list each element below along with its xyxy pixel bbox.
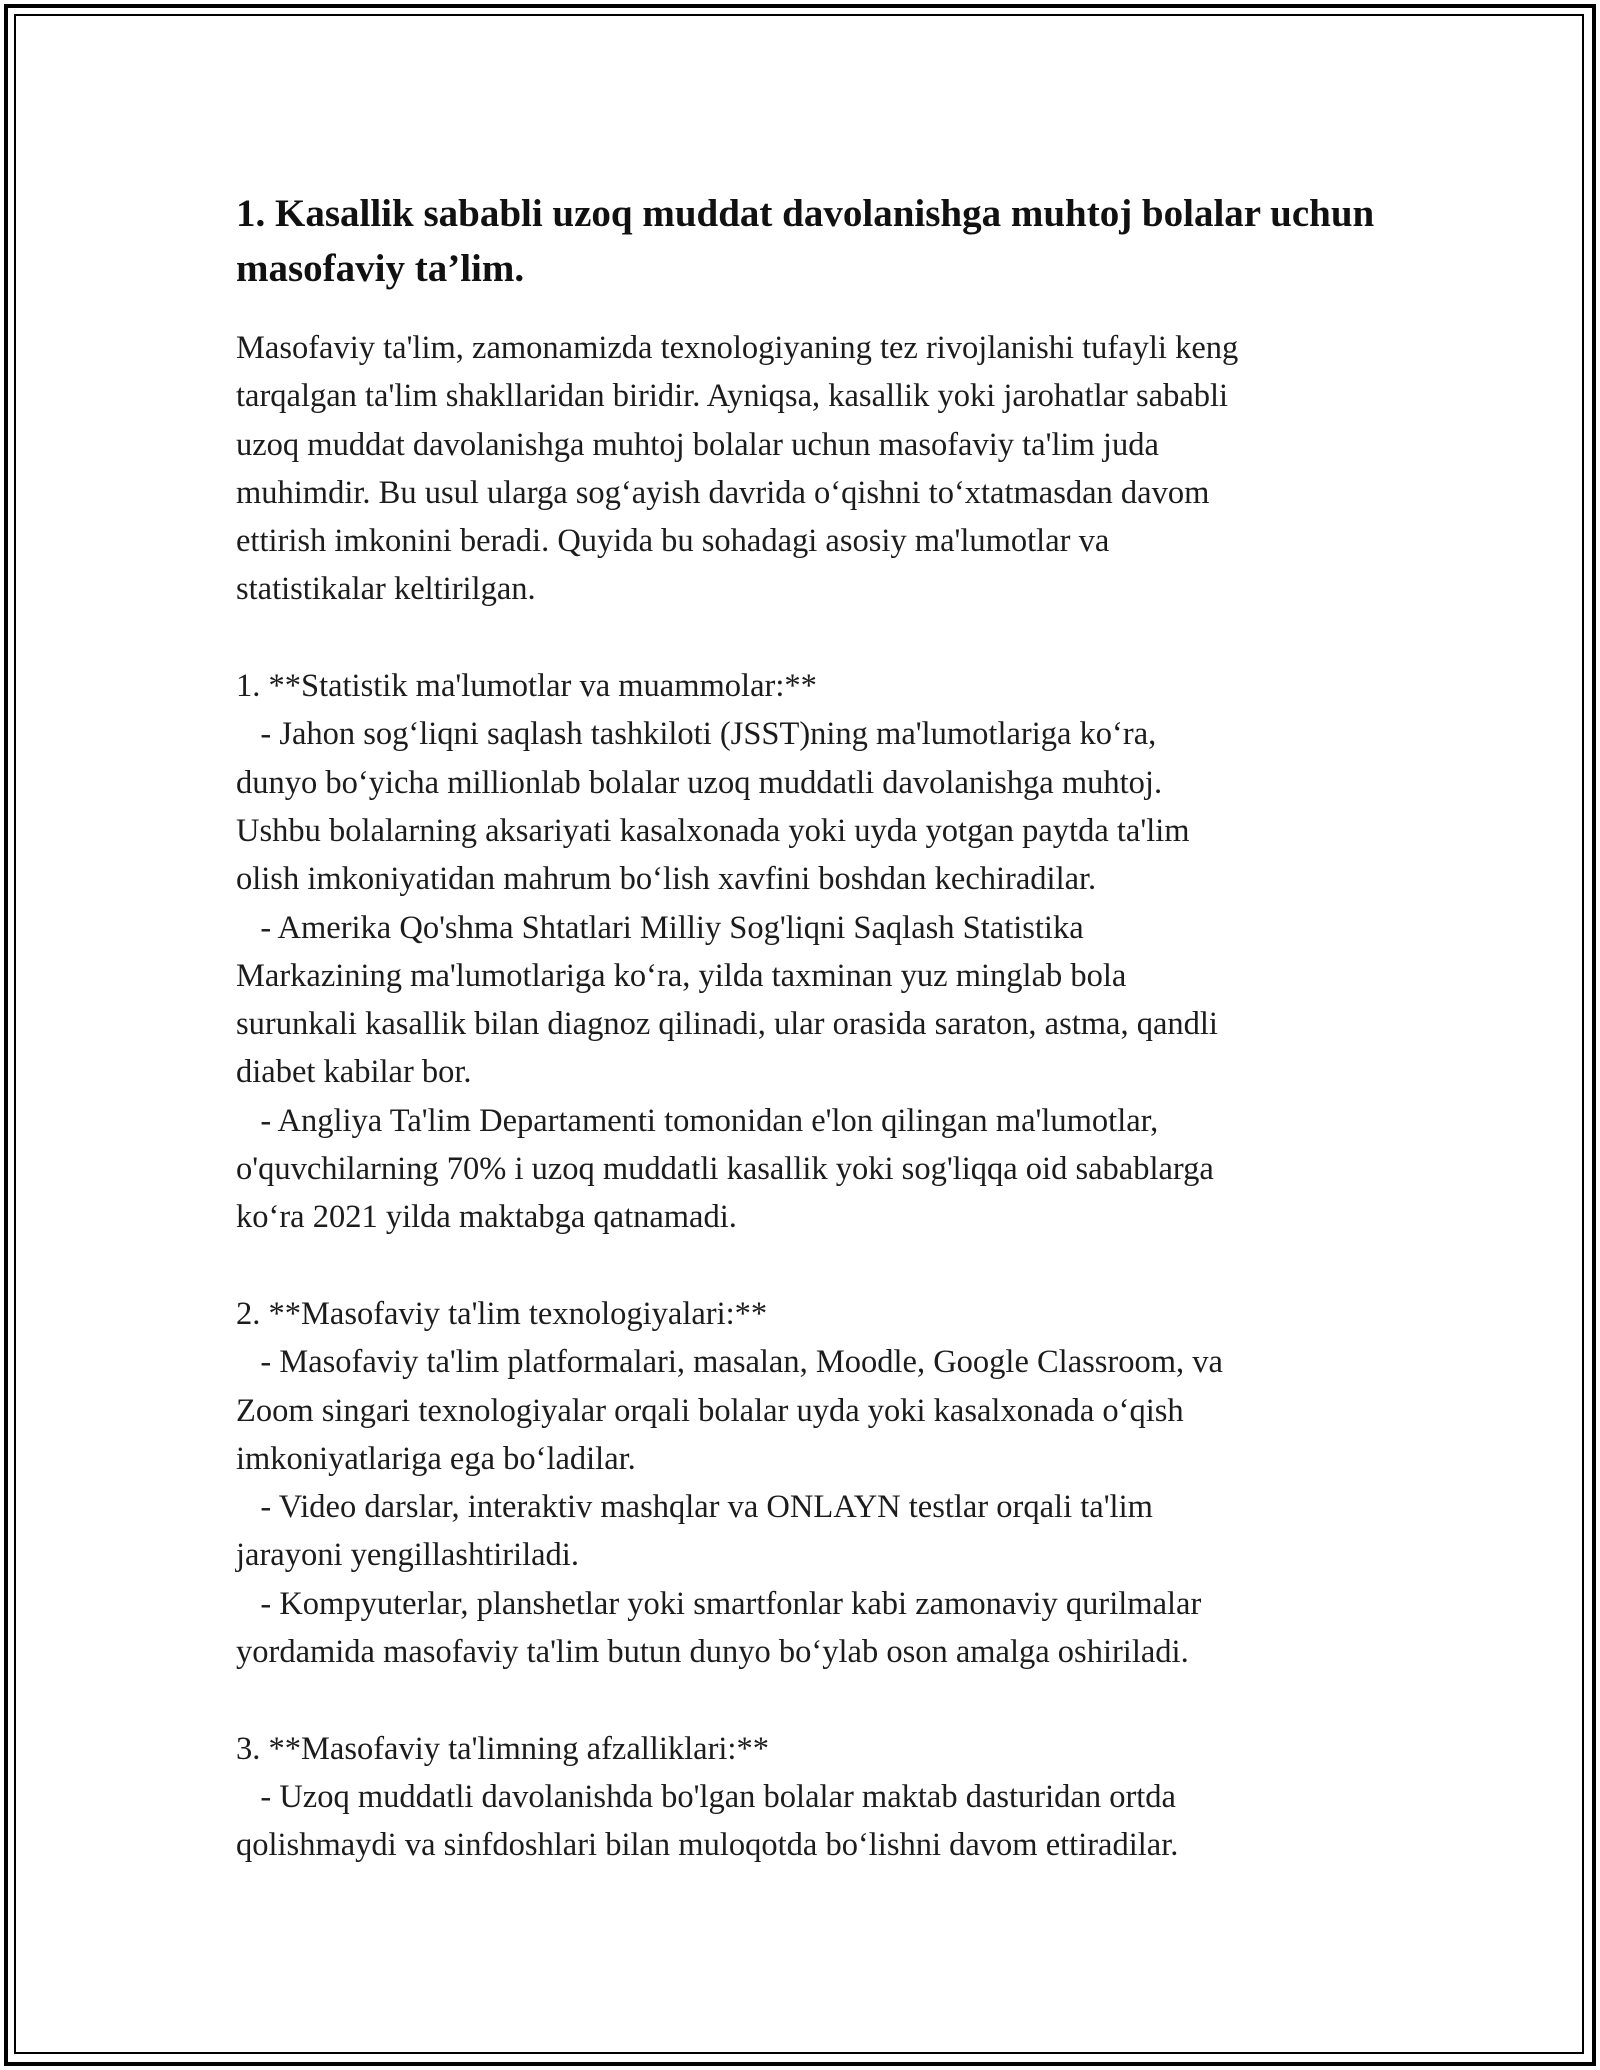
text-line: diabet kabilar bor. [236,1054,472,1091]
text-line: yordamida masofaviy ta'lim butun dunyo bo‘ylab oson amalga oshiriladi. [236,1634,1189,1671]
text-line: Markazining ma'lumotlariga ko‘ra, yilda taxminan yuz minglab bola [236,957,1127,994]
text-line: Ushbu bolalarning aksariyati kasalxonada yoki uyda yotgan paytda ta'lim [236,812,1190,849]
text-line: o'quvchilarning 70% i uzoq muddatli kasallik yoki sog'liqqa oid sabablarga [236,1151,1214,1188]
text-line: surunkali kasallik bilan diagnoz qilinadi, ular orasida saraton, astma, qandli [236,1006,1218,1043]
text-line: statistikalar keltirilgan. [236,571,536,608]
text-line: jarayoni yengillashtiriladi. [236,1537,579,1574]
text-line: - Uzoq muddatli davolanishda bo'lgan bolalar maktab dasturidan ortda [236,1778,1176,1815]
text-line: imkoniyatlariga ega bo‘ladilar. [236,1440,636,1477]
document-body [236,186,1386,1870]
document-text [236,324,1386,1870]
text-line: - Video darslar, interaktiv mashqlar va ONLAYN testlar orqali ta'lim [236,1489,1153,1526]
text-line: dunyo bo‘yicha millionlab bolalar uzoq muddatli davolanishga muhtoj. [236,764,1163,801]
text-line: Masofaviy ta'lim, zamonamizda texnologiyaning tez rivojlanishi tufayli keng [236,330,1239,366]
text-line: 2. **Masofaviy ta'lim texnologiyalari:** [236,1295,768,1332]
text-line: ko‘ra 2021 yilda maktabga qatnamadi. [236,1199,737,1236]
text-line: ettirish imkonini beradi. Quyida bu sohadagi asosiy ma'lumotlar va [236,523,1110,560]
text-line: 3. **Masofaviy ta'limning afzalliklari:** [236,1730,769,1767]
blank-line [236,1242,1386,1290]
blank-line [236,1676,1386,1724]
text-line: Zoom singari texnologiyalar orqali bolalar uyda yoki kasalxonada o‘qish [236,1392,1184,1429]
text-line: - Amerika Qo'shma Shtatlari Milliy Sog'liqni Saqlash Statistika [236,909,1084,946]
text-line: - Masofaviy ta'lim platformalari, masalan, Moodle, Google Classroom, va [236,1344,1223,1381]
document-title: 1. Kasallik sababli uzoq muddat davolanishga muhtoj bolalar uchun masofaviy ta’lim. [236,192,1375,290]
text-line: - Kompyuterlar, planshetlar yoki smartfonlar kabi zamonaviy qurilmalar [236,1585,1202,1622]
text-line: muhimdir. Bu usul ularga sog‘ayish davrida o‘qishni to‘xtatmasdan davom [236,474,1210,511]
text-line: - Jahon sog‘liqni saqlash tashkiloti (JSST)ning ma'lumotlariga ko‘ra, [236,716,1157,753]
text-line: qolishmaydi va sinfdoshlari bilan muloqotda bo‘lishni davom ettiradilar. [236,1827,1179,1864]
blank-line [236,614,1386,662]
text-line: uzoq muddat davolanishga muhtoj bolalar uchun masofaviy ta'lim juda [236,426,1159,463]
text-line: - Angliya Ta'lim Departamenti tomonidan e'lon qilingan ma'lumotlar, [236,1102,1159,1139]
text-line: olish imkoniyatidan mahrum bo‘lish xavfini boshdan kechiradilar. [236,861,1097,898]
text-line: 1. **Statistik ma'lumotlar va muammolar:** [236,668,817,705]
text-line: tarqalgan ta'lim shakllaridan biridir. Ayniqsa, kasallik yoki jarohatlar sababli [236,378,1229,415]
